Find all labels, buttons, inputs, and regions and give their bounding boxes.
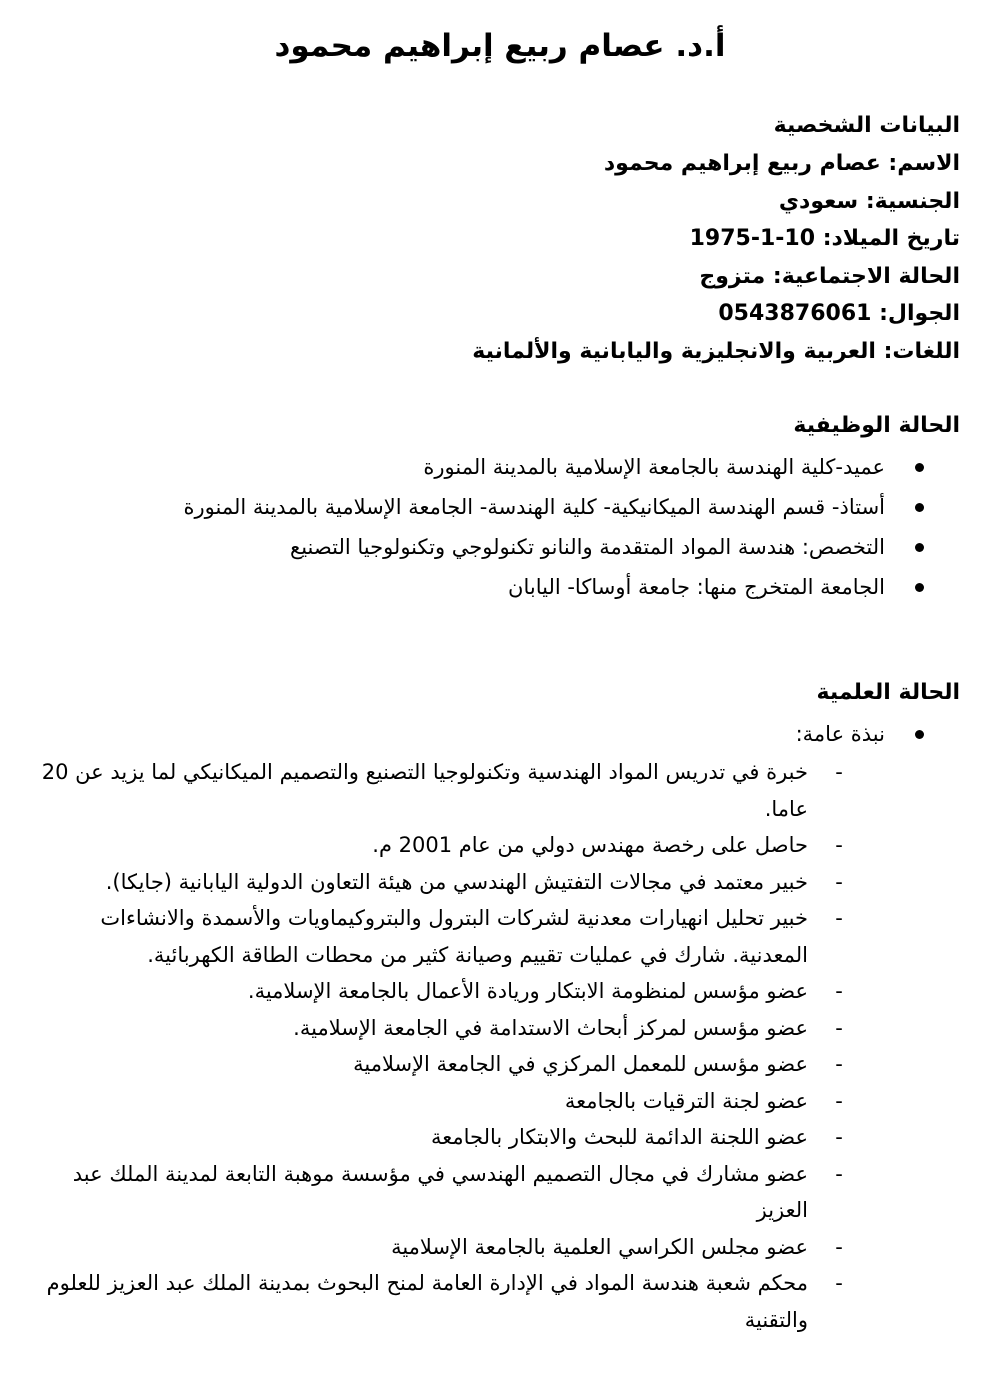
field-label: الجنسية: (865, 188, 960, 214)
dash-icon: - (835, 1234, 843, 1259)
field-label: الاسم: (888, 151, 960, 176)
field-mobile (472, 295, 960, 333)
dash-icon: - (835, 1088, 843, 1113)
list-item: - محكم شعبة هندسة المواد في الإدارة العامة لمنح البحوث بمدينة الملك عبد العزيز للعلوم والتقنية (40, 1265, 960, 1338)
overview-label: نبذة عامة: (796, 714, 960, 754)
list-item: - خبرة في تدريس المواد الهندسية وتكنولوجيا التصنيع والتصميم الميكانيكي لما يزيد عن 20 عاما. (40, 754, 960, 827)
field-value: سعودي (778, 188, 859, 214)
list-item: - خبير معتمد في مجالات التفتيش الهندسي من هيئة التعاون الدولية اليابانية (جايكا). (40, 864, 960, 901)
academic-heading: الحالة العلمية (816, 680, 960, 705)
academic-list (40, 754, 960, 1338)
list-item: عميد-كلية الهندسة بالجامعة الإسلامية بالمدينة المنورة (183, 447, 960, 487)
personal-data-list (472, 145, 960, 370)
dash-icon: - (835, 869, 843, 894)
list-item: - عضو مشارك في مجال التصميم الهندسي في مؤسسة موهبة التابعة لمدينة الملك عبد العزيز (40, 1156, 960, 1229)
field-marital-status (472, 258, 960, 296)
bullet-icon (915, 543, 924, 552)
academic-overview (796, 714, 960, 754)
dash-icon: - (835, 760, 843, 784)
dash-icon: - (835, 833, 843, 857)
dash-icon: - (835, 979, 843, 1003)
list-item: التخصص: هندسة المواد المتقدمة والنانو تكنولوجي وتكنولوجيا التصنيع (183, 527, 960, 567)
bullet-icon (915, 583, 924, 592)
list-item: أستاذ- قسم الهندسة الميكانيكية- كلية الهندسة- الجامعة الإسلامية بالمدينة المنورة (183, 487, 960, 527)
field-value: 10-1-1975 (689, 226, 816, 251)
field-languages (472, 333, 960, 371)
field-value: متزوج (699, 263, 766, 289)
field-value: 0543876061 (718, 301, 872, 326)
employment-list (183, 447, 960, 607)
list-item: - خبير تحليل انهيارات معدنية لشركات البترول والبتروكيماويات والأسمدة والانشاءات المعدنية. شارك في عمليات تقييم وصيانة كثير من محطات الطاقة الكهربائية. (40, 900, 960, 973)
field-label: تاريخ الميلاد: (822, 226, 960, 251)
field-value: عصام ربيع إبراهيم محمود (603, 151, 881, 176)
employment-heading: الحالة الوظيفية (793, 413, 960, 438)
field-name (472, 145, 960, 183)
field-label: اللغات: (883, 338, 960, 364)
field-label: الجوال: (879, 301, 960, 326)
field-label: الحالة الاجتماعية: (772, 263, 960, 289)
list-item: - عضو اللجنة الدائمة للبحث والابتكار بالجامعة (40, 1119, 960, 1156)
bullet-icon (915, 730, 924, 739)
dash-icon: - (835, 906, 843, 930)
field-value: العربية والانجليزية واليابانية والألمانية (472, 338, 876, 364)
list-item: - عضو مؤسس للمعمل المركزي في الجامعة الإسلامية (40, 1046, 960, 1083)
list-item: - عضو مؤسس لمنظومة الابتكار وريادة الأعمال بالجامعة الإسلامية. (40, 973, 960, 1010)
list-item: - حاصل على رخصة مهندس دولي من عام 2001 م. (40, 827, 960, 864)
dash-icon: - (835, 1161, 843, 1186)
field-nationality (472, 183, 960, 221)
bullet-icon (915, 463, 924, 472)
list-item: - عضو مجلس الكراسي العلمية بالجامعة الإسلامية (40, 1229, 960, 1266)
field-birthdate (472, 220, 960, 258)
list-item: الجامعة المتخرج منها: جامعة أوساكا- اليابان (183, 567, 960, 607)
list-item: - عضو مؤسس لمركز أبحاث الاستدامة في الجامعة الإسلامية. (40, 1010, 960, 1047)
document-title: أ.د. عصام ربيع إبراهيم محمود (274, 28, 726, 64)
personal-data-heading: البيانات الشخصية (773, 113, 960, 138)
dash-icon: - (835, 1052, 843, 1076)
dash-icon: - (835, 1271, 843, 1295)
dash-icon: - (835, 1015, 843, 1040)
bullet-icon (915, 503, 924, 512)
dash-icon: - (835, 1125, 843, 1149)
list-item: - عضو لجنة الترقيات بالجامعة (40, 1083, 960, 1120)
